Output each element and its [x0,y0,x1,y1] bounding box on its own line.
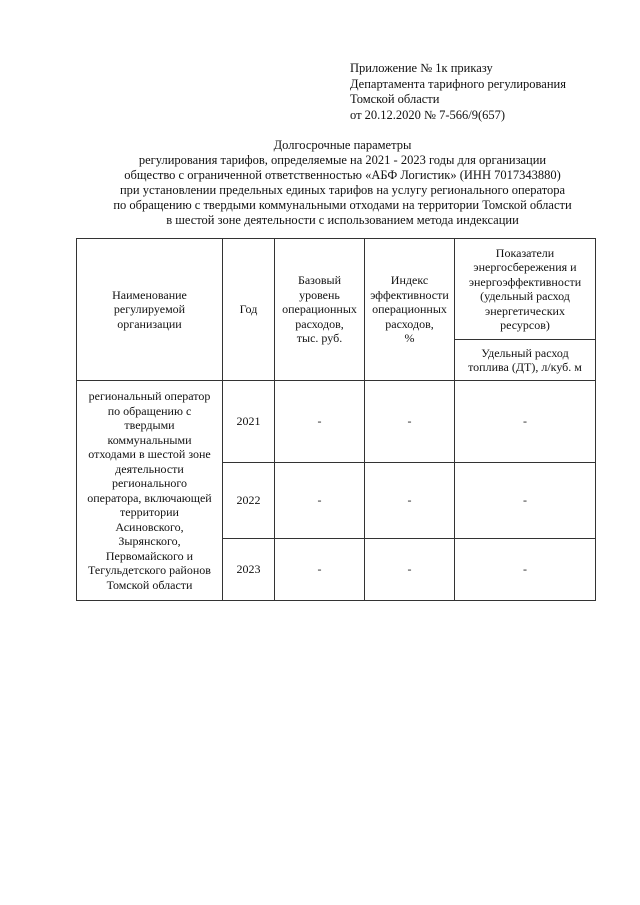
base-level-cell: - [275,539,365,601]
appendix-block [350,61,566,123]
title-line: в шестой зоне деятельности с использованием метода индексации [166,213,519,227]
header-year: Год [223,239,275,381]
header-base-level: Базовый уровень операционных расходов, тыс. руб. [275,239,365,381]
title-line: при установлении предельных единых тарифов на услугу регионального оператора [119,183,566,197]
appendix-line: от 20.12.2020 № 7-566/9(657) [350,107,506,122]
efficiency-index-cell: - [365,381,455,463]
header-organization: Наименование регулируемой организации [77,239,223,381]
appendix-line: Томской области [350,92,440,106]
title-line: регулирования тарифов, определяемые на 2021 - 2023 годы для организации [138,153,547,167]
header-efficiency-index: Индекс эффективности операционных расходов, % [365,239,455,381]
base-level-cell: - [275,463,365,539]
year-cell: 2023 [223,539,275,601]
base-level-cell: - [275,381,365,463]
fuel-consumption-cell: - [455,381,596,463]
header-energy-indicators: Показатели энергосбережения и энергоэффективности (удельный расход энергетических ресурсов) [455,239,596,340]
fuel-consumption-cell: - [455,539,596,601]
fuel-consumption-cell: - [455,463,596,539]
table-row [77,381,596,463]
appendix-line: Департамента тарифного регулирования [350,76,566,91]
title-line: по обращению с твердыми коммунальными отходами на территории Томской области [113,198,572,212]
organization-name-cell: региональный оператор по обращению с твердыми коммунальными отходами в шестой зоне деятельности регионального оператора, включающей территории Асиновского, Зырянского, Первомайского и Тегульдетского районов Томской области [77,381,223,601]
year-cell: 2022 [223,463,275,539]
header-fuel-consumption: Удельный расход топлива (ДТ), л/куб. м [455,340,596,381]
efficiency-index-cell: - [365,463,455,539]
year-cell: 2021 [223,381,275,463]
title-line: Долгосрочные параметры [273,138,412,152]
efficiency-index-cell: - [365,539,455,601]
table-header-row [77,239,596,340]
document-title [60,138,625,228]
parameters-table [76,238,596,601]
appendix-line: Приложение № 1к приказу [350,61,493,75]
title-line: общество с ограниченной ответственностью «АБФ Логистик» (ИНН 7017343880) [124,168,561,182]
